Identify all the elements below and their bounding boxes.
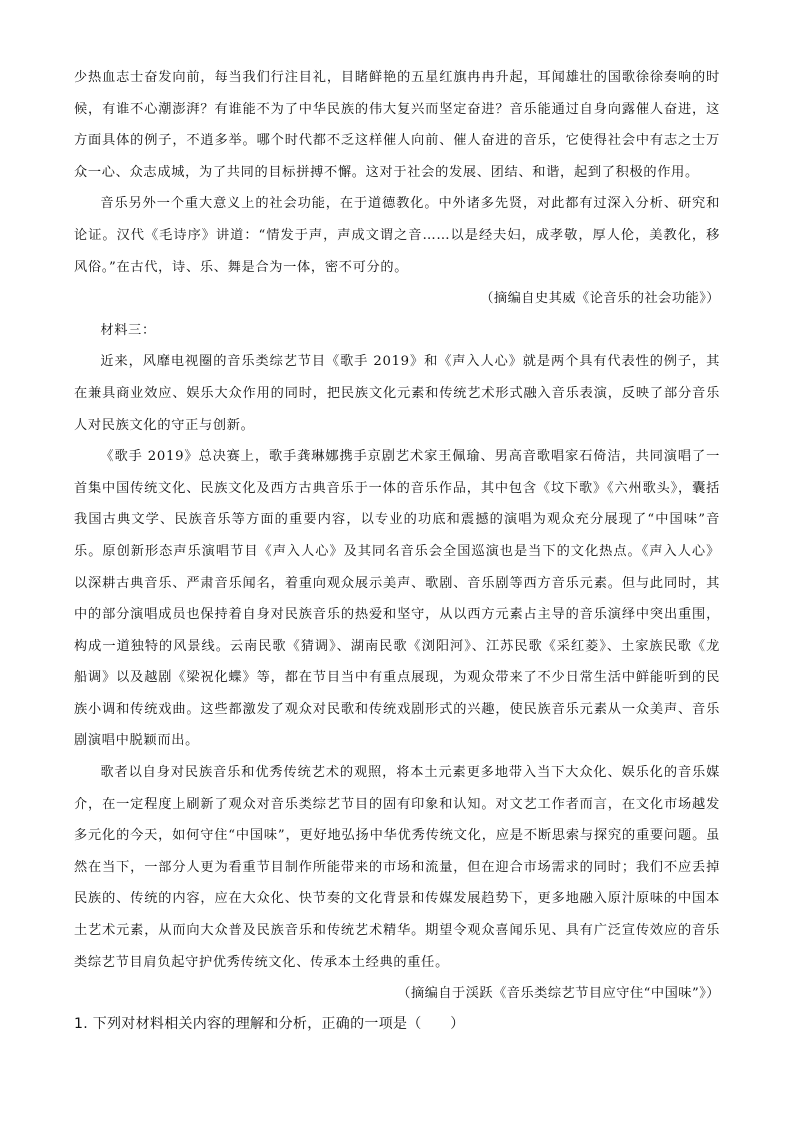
material2-source: （摘编自史其威《论音乐的社会功能》） [480,291,720,307]
material3-paragraph-3: 歌者以自身对民族音乐和优秀传统艺术的观照，将本土元素更多地带入当下大众化、娱乐化的音乐媒介，在一定程度上刷新了观众对音乐类综艺节目的固有印象和认知。对文艺工作者而言，在文化市场越发多元化的今天，如何守住“中国味”，更好地弘扬中华优秀传统文化，应是不断思索与探究的重要问题。虽然在当下，一部分人更为看重节目制作所能带来的市场和流量，但在迎合市场需求的同时；我们不应丢掉民族的、传统的内容，应在大众化、快节奏的文化背景和传媒发展趋势下，更多地融入原汁原味的中国本土艺术元素，从而向大众普及民族音乐和传统艺术精华。期望令观众喜闻乐见、具有广泛宣传效应的音乐类综艺节目肩负起守护优秀传统文化、传承本土经典的重任。 [74,765,720,970]
material2-paragraph-1: 少热血志士奋发向前，每当我们行注目礼，目睹鲜艳的五星红旗冉冉升起，耳闻雄壮的国歌徐徐奏响的时候，有谁不心潮澎湃？有谁能不为了中华民族的伟大复兴而坚定奋进？音乐能通过自身向露催人奋进，这方面具体的例子，不逍多举。哪个时代都不乏这样催人向前、催人奋进的音乐，它使得社会中有志之士万众一心、众志成城，为了共同的目标拼搏不懈。这对于社会的发展、团结、和谐，起到了积极的作用。 [74,70,720,180]
material2-paragraph-2: 音乐另外一个重大意义上的社会功能，在于道德教化。中外诸多先贤，对此都有过深入分析、研究和论证。汉代《毛诗序》讲道：“情发于声，声成文谓之音……以是经夫妇，成孝敬，厚人伦，美教化，移风俗。”在古代，诗、乐、舞是合为一体，密不可分的。 [74,196,720,275]
material3-paragraph-1: 近来，风靡电视圈的音乐类综艺节目《歌手 2019》和《声入人心》就是两个具有代表性的例子，其在兼具商业效应、娱乐大众作用的同时，把民族文化元素和传统艺术形式融入音乐表演，反映了部分音乐人对民族文化的守正与创新。 [74,354,720,433]
question-1-stem: 1. 下列对材料相关内容的理解和分析，正确的一项是（ ） [74,1015,465,1032]
material3-label: 材料三： [100,322,156,338]
material3-paragraph-2: 《歌手 2019》总决赛上，歌手龚琳娜携手京剧艺术家王佩瑜、男高音歌唱家石倚洁，共同演唱了一首集中国传统文化、民族文化及西方古典音乐于一体的音乐作品，其中包含《坟下歌》《六州歌头》，囊括我国古典文学、民族音乐等方面的重要内容，以专业的功底和震撼的演唱为观众充分展现了“中国味”音乐。原创新形态声乐演唱节目《声入人心》及其同名音乐会全国巡演也是当下的文化热点。《声入人心》以深耕古典音乐、严肃音乐闻名，着重向观众展示美声、歌剧、音乐剧等西方音乐元素。但与此同时，其中的部分演唱成员也保持着自身对民族音乐的热爱和坚守，从以西方元素占主导的音乐演绎中突出重围，构成一道独特的风景线。云南民歌《猜调》、湖南民歌《浏阳河》、江苏民歌《采红菱》、土家族民歌《龙船调》以及越剧《梁祝化蝶》等，都在节目当中有重点展现，为观众带来了不少日常生活中鲜能听到的民族小调和传统戏曲。这些都激发了观众对民歌和传统戏剧形式的兴趣，使民族音乐元素从一众美声、音乐剧演唱中脱颖而出。 [74,449,720,749]
document-body [74,62,720,1038]
material3-source: （摘编自于渓跃《音乐类综艺节目应守住“中国味”》） [397,986,720,1002]
